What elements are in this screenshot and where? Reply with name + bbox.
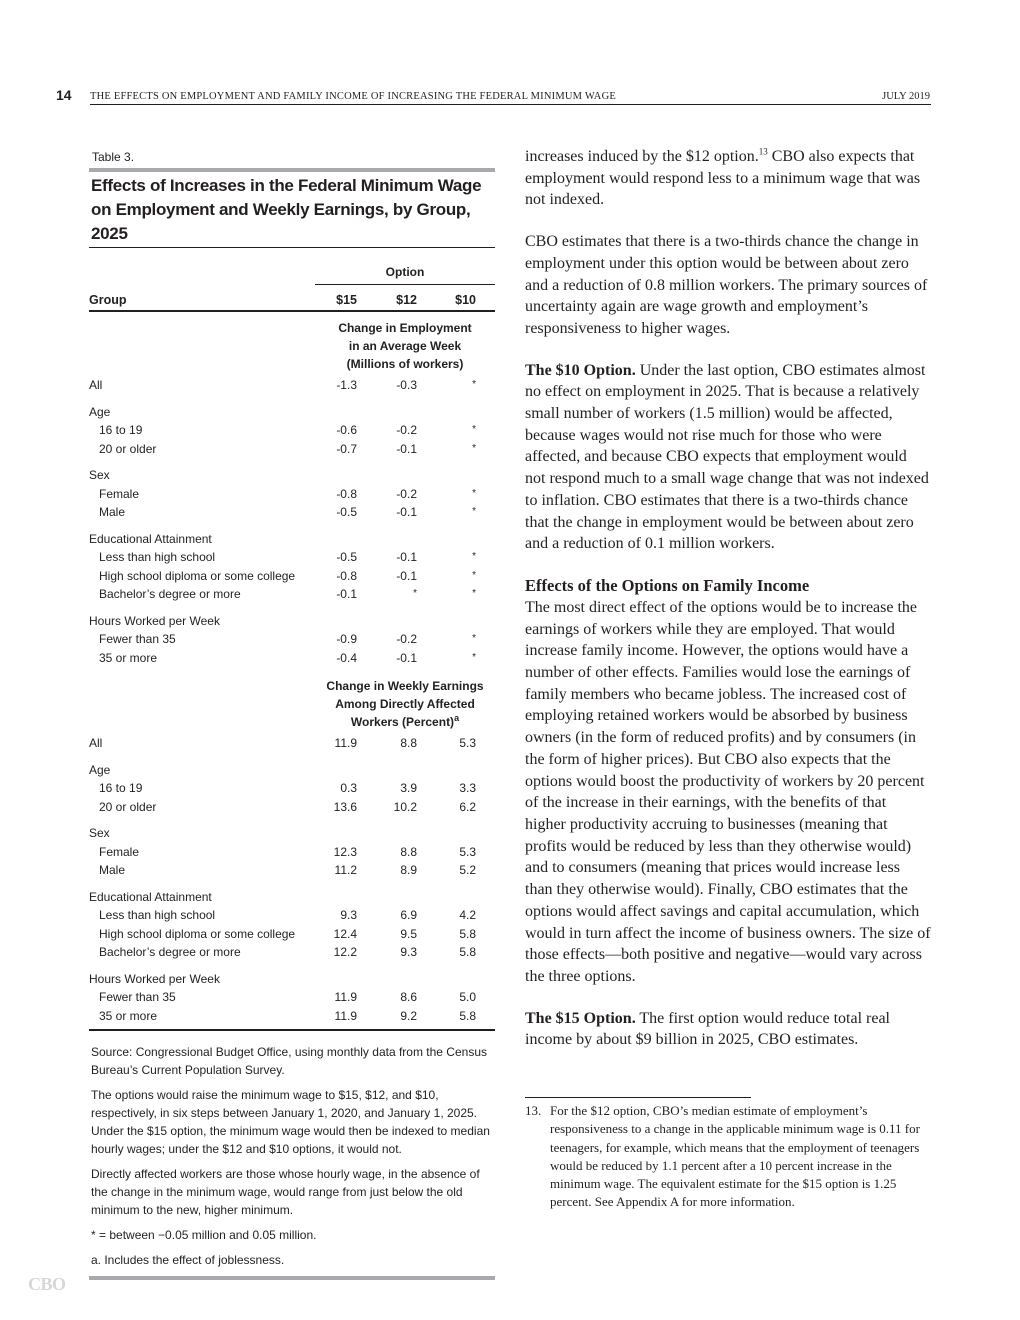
cell-value: -0.1 [396, 568, 417, 583]
row-label: Sex [89, 826, 110, 840]
body-text [525, 146, 931, 1071]
p3-text: Under the last option, CBO estimates almost no effect on employment in 2025. That is because a relatively small number of workers (1.5 million) would be affected, because wages would not rise much for those who were affected, and because CBO expects that employment would not respond much to a small wage change that was not indexed to inflation. CBO estimates that there is a two-thirds chance that the change in employment would be between about zero and a reduction of 0.1 million workers. [525, 361, 929, 553]
cell-value: 5.3 [459, 736, 476, 750]
table-row [89, 376, 495, 395]
table-3 [89, 148, 495, 1280]
p5-lead: The $15 Option. [525, 1009, 636, 1027]
table-row [89, 440, 495, 459]
p1-text-b: CBO also expects that employment would respond less to a minimum wage that was not indexed. [525, 148, 921, 209]
row-gap [89, 880, 495, 888]
row-label: Bachelor’s degree or more [99, 945, 241, 959]
table-row [89, 861, 495, 880]
row-label: Sex [89, 468, 110, 482]
row-label: 35 or more [99, 650, 158, 665]
cell-value: 11.9 [334, 1008, 357, 1023]
cell-value: 5.8 [459, 945, 476, 959]
row-label: Age [89, 762, 111, 777]
footnote-text: For the $12 option, CBO’s median estimate of employment’s responsiveness to a change in the applicable minimum wage is 0.11 for teenagers, for example, which means that the employment of teenagers would be reduced by 1.1 percent after a 10 percent increase in the minimum wage. The equivalent estimate for the $15 option is 1.25 percent. See Appendix A for more information. [550, 1103, 920, 1210]
row-label: Age [89, 404, 111, 419]
footnote-mark-a: a [454, 713, 460, 723]
cell-value: 12.2 [333, 945, 357, 959]
table-label: Table 3. [92, 150, 135, 164]
row-gap [89, 753, 495, 761]
table-end-rule [89, 1276, 495, 1280]
row-label: All [89, 736, 103, 750]
option-rule [315, 284, 495, 285]
option-header: Option [385, 265, 425, 279]
cell-value: 9.3 [340, 908, 357, 922]
cell-value: -0.6 [336, 423, 357, 437]
cell-value: 8.6 [400, 990, 417, 1004]
table-row [89, 466, 495, 485]
cell-value: 5.0 [459, 990, 476, 1004]
group-header: Group [89, 293, 127, 307]
section-title-line: (Millions of workers) [346, 357, 464, 371]
row-gap [89, 604, 495, 612]
cell-value: 5.2 [459, 863, 476, 877]
cell-value: * [472, 506, 476, 517]
note-a: a. Includes the effect of joblessness. [91, 1253, 285, 1267]
row-label: Educational Attainment [89, 889, 212, 904]
cell-value: -0.5 [336, 550, 357, 564]
footnote-number: 13. [525, 1103, 542, 1118]
cell-value: 9.3 [400, 945, 417, 959]
section-title-line: Among Directly Affected [335, 697, 475, 711]
note-asterisk: * = between −0.05 million and 0.05 million. [91, 1228, 317, 1242]
publication-date: JULY 2019 [882, 91, 930, 102]
row-label: 20 or older [99, 799, 157, 814]
row-label: All [89, 378, 103, 392]
cell-value: -0.4 [336, 650, 357, 665]
cell-value: 6.2 [459, 799, 476, 814]
row-label: High school diploma or some college [99, 926, 296, 941]
cell-value: -0.2 [396, 486, 417, 501]
cell-value: * [472, 487, 476, 499]
cbo-logo: CBO [28, 1274, 66, 1294]
row-label: High school diploma or some college [99, 568, 296, 583]
row-label: 35 or more [99, 1008, 158, 1023]
cell-value: 11.9 [334, 736, 357, 750]
running-title: THE EFFECTS ON EMPLOYMENT AND FAMILY INCOME OF INCREASING THE FEDERAL MINIMUM WAGE [90, 91, 616, 102]
table-row [89, 630, 495, 649]
table-row [89, 888, 495, 907]
cell-value: 6.9 [400, 908, 417, 922]
note-source: Source: Congressional Budget Office, using monthly data from the Census Bureau’s Current Population Survey. [91, 1045, 487, 1077]
cell-value: 8.8 [400, 736, 417, 750]
p5-text: The first option would reduce total real income by about $9 billion in 2025, CBO estimates. [525, 1009, 890, 1049]
section-heading: Effects of the Options on Family Income [525, 575, 810, 595]
row-label: Less than high school [99, 908, 216, 922]
row-label: Male [99, 863, 126, 877]
footnote-13 [525, 1102, 931, 1212]
paragraph-3 [525, 360, 931, 555]
cell-value: -0.1 [336, 587, 357, 601]
table-row [89, 943, 495, 962]
footnote-ref-13[interactable]: 13 [758, 146, 768, 157]
section-title-line: Change in Weekly Earnings [326, 679, 484, 693]
table-row [89, 925, 495, 944]
row-label: Hours Worked per Week [89, 613, 220, 628]
row-label: Less than high school [99, 550, 216, 564]
cell-value: -0.1 [396, 441, 417, 456]
cell-value: -0.1 [396, 550, 417, 564]
table-row [89, 970, 495, 989]
cell-value: * [472, 424, 476, 435]
cell-value: 3.9 [400, 781, 417, 795]
option-header-block [89, 248, 495, 290]
table-row [89, 649, 495, 668]
row-gap [89, 395, 495, 403]
note-directly-affected: Directly affected workers are those whose hourly wage, in the absence of the change in the minimum wage, would range from just below the old minimum to the new, higher minimum. [91, 1167, 480, 1217]
cell-value: -0.8 [336, 568, 357, 583]
cell-value: * [472, 569, 476, 581]
cell-value: 11.9 [334, 990, 357, 1004]
cell-value: -0.3 [396, 378, 417, 392]
row-label: 16 to 19 [99, 781, 143, 795]
row-label: Hours Worked per Week [89, 971, 220, 986]
header-rule [90, 104, 931, 105]
row-label: Educational Attainment [89, 531, 212, 546]
cell-value: 4.2 [459, 908, 476, 922]
table-row [89, 843, 495, 862]
section-title-line [315, 713, 495, 731]
cell-value: * [472, 651, 476, 663]
table-row [89, 1007, 495, 1026]
cell-value: * [472, 551, 476, 562]
paragraph-2: CBO estimates that there is a two-thirds chance the change in employment under this option would be between about zero and a reduction of 0.8 million workers. The primary sources of uncertainty again are wage growth and employment’s responsiveness to higher wages. [525, 233, 928, 337]
cell-value: -0.2 [396, 423, 417, 437]
row-gap [89, 962, 495, 970]
paragraph-4: The most direct effect of the options would be to increase the earnings of workers while they are employed. That would increase family income. However, the options would have a number of other effects. Families would lose the earnings of family members who became jobless. The increased cost of employing retained workers would be absorbed by business owners (in the form of reduced profits) and by consumers (in the form of higher prices). But CBO also expects that the options would boost the productivity of workers by 20 percent of the increase in their earnings, with the benefits of that higher productivity accruing to businesses (meaning that profits would be reduced by less than they otherwise would) and to consumers (meaning that prices would increase less than they otherwise would). Finally, CBO estimates that the options would affect savings and capital accumulation, which would in turn affect the income of business owners. The size of those effects—both positive and negative—would vary across the three options. [525, 598, 931, 985]
section-title-line: Change in Employment [338, 321, 472, 335]
section-title [315, 319, 495, 373]
row-label: 16 to 19 [99, 423, 143, 437]
cell-value: * [413, 588, 417, 599]
p3-lead: The $10 Option. [525, 361, 636, 379]
table-top-rule [89, 168, 495, 172]
table-row [89, 988, 495, 1007]
cell-value: -0.9 [336, 632, 357, 646]
section-title-text: Workers (Percent) [350, 715, 455, 729]
cell-value: -0.5 [336, 505, 357, 519]
cell-value: * [472, 588, 476, 599]
table-row [89, 548, 495, 567]
column-header-row [89, 290, 495, 310]
table-title: Effects of Increases in the Federal Minimum Wage on Employment and Weekly Earnings, by Group, 2025 [91, 176, 482, 243]
table-row [89, 421, 495, 440]
table-row [89, 779, 495, 798]
cell-value: 8.9 [400, 863, 417, 877]
page-number: 14 [56, 87, 72, 103]
row-label: Male [99, 505, 126, 519]
cell-value: 10.2 [393, 799, 417, 814]
cell-value: -0.8 [336, 486, 357, 501]
table-row [89, 485, 495, 504]
cell-value: 0.3 [340, 781, 357, 795]
table-row [89, 906, 495, 925]
cell-value: * [472, 633, 476, 644]
cell-value: 5.8 [459, 926, 476, 941]
col-header-12: $12 [396, 293, 417, 307]
cell-value: 5.3 [459, 844, 476, 859]
p1-text-a: increases induced by the $12 option. [525, 148, 759, 165]
row-label: Fewer than 35 [99, 990, 176, 1004]
table-row [89, 824, 495, 843]
cell-value: -0.1 [396, 505, 417, 519]
row-label: Female [99, 486, 140, 501]
table-row [89, 734, 495, 753]
cell-value: 9.5 [400, 926, 417, 941]
table-row [89, 585, 495, 604]
row-label: 20 or older [99, 441, 157, 456]
cell-value: 8.8 [400, 844, 417, 859]
table-row [89, 567, 495, 586]
table-row [89, 798, 495, 817]
row-gap [89, 522, 495, 530]
cell-value: 13.6 [333, 799, 357, 814]
cell-value: 12.3 [333, 844, 357, 859]
cell-value: -1.3 [336, 378, 357, 392]
cell-value: 5.8 [459, 1008, 476, 1023]
table-row [89, 503, 495, 522]
header-bottom-rule [89, 310, 495, 312]
cell-value: 3.3 [459, 781, 476, 795]
table-row [89, 761, 495, 780]
row-gap [89, 458, 495, 466]
section-title-line: in an Average Week [348, 339, 462, 353]
table-body [89, 319, 495, 1025]
note-options: The options would raise the minimum wage to $15, $12, and $10, respectively, in six steps between January 1, 2020, and January 1, 2025. Under the $15 option, the minimum wage would then be indexed to median hourly wages; under the $12 and $10 options, it would not. [91, 1088, 490, 1156]
table-row [89, 530, 495, 549]
cell-value: -0.1 [396, 650, 417, 665]
cell-value: -0.2 [396, 632, 417, 646]
row-label: Female [99, 844, 140, 859]
cell-value: * [472, 379, 476, 390]
table-row [89, 612, 495, 631]
table-bottom-rule [89, 1029, 495, 1031]
paragraph-1 [525, 146, 931, 211]
footnote-rule [525, 1097, 751, 1098]
paragraph-5 [525, 1008, 931, 1051]
row-gap [89, 816, 495, 824]
cell-value: * [472, 442, 476, 454]
section-title [315, 677, 495, 731]
cell-value: -0.7 [336, 441, 357, 456]
cell-value: 12.4 [333, 926, 357, 941]
col-header-10: $10 [455, 293, 476, 307]
row-label: Bachelor’s degree or more [99, 587, 241, 601]
cell-value: 11.2 [334, 863, 357, 877]
table-row [89, 403, 495, 422]
col-header-15: $15 [336, 293, 357, 307]
row-label: Fewer than 35 [99, 632, 176, 646]
cell-value: 9.2 [400, 1008, 417, 1023]
table-notes [89, 1043, 495, 1269]
